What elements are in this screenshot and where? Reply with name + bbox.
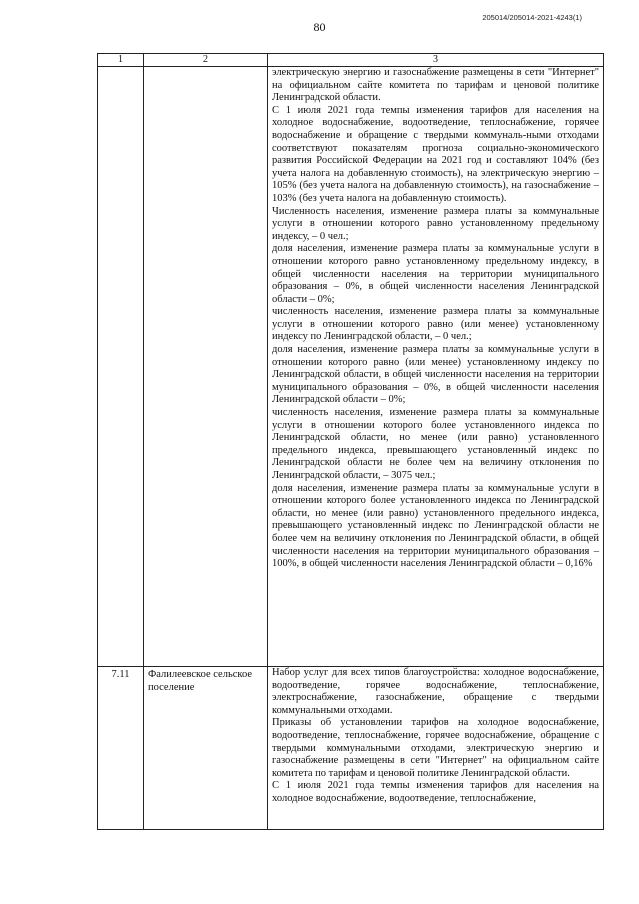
document-id: 205014/205014-2021-4243(1) [482,13,582,22]
table-row [98,67,604,667]
column-header: 2 [144,54,268,67]
paragraph: доля населения, изменение размера платы за коммунальные услуги в отношении которого равно установленному предельному индексу, в общей численности населения на территории муниципального образования – 0%, в общей численности населения Ленинградской области – 0%; [272,243,599,305]
row-number [98,67,144,667]
row-description [268,67,604,667]
column-header: 3 [268,54,604,67]
table-header-row [98,54,604,67]
row-number: 7.11 [98,667,144,830]
page-number: 80 [313,20,326,34]
paragraph: Набор услуг для всех типов благоустройства: холодное водоснабжение, водоотведение, горячее водоснабжение, теплоснабжение, электроснабжение, газоснабжение, обращение с твердыми коммунальными отходами. [272,667,599,716]
paragraph: Численность населения, изменение размера платы за коммунальные услуги в отношении которого равно установленному предельному индексу, – 0 чел.; [272,205,599,242]
paragraph: С 1 июля 2021 года темпы изменения тарифов для населения на холодное водоснабжение, водоотведение, теплоснабжение, [272,780,599,804]
paragraph: доля населения, изменение размера платы за коммунальные услуги в отношении которого равно (или менее) установленному индексу по Ленинградской области, в общей численности населения на территории муниципального образования – 0%, в общей численности населения Ленинградской области – 0%; [272,344,599,406]
paragraph: численность населения, изменение размера платы за коммунальные услуги в отношении которого более установленного индекса по Ленинградской области, но менее (или равно) установленного предельного индекса, превышающего установленный индекс по Ленинградской области не более чем на величину отклонения по Ленинградской области, – 3075 чел.; [272,407,599,481]
paragraph: Приказы об установлении тарифов на холодное водоснабжение, водоотведение, теплоснабжение, горячее водоснабжение, обращение с твердыми коммунальными отходами, электрическую энергию и газоснабжение размещены в сети "Интернет" на официальном сайте комитета по тарифам и ценовой политике Ленинградской области. [272,717,599,779]
paragraph: электрическую энергию и газоснабжение размещены в сети "Интернет" на официальном сайте комитета по тарифам и ценовой политике Ленинградской области. [272,67,599,104]
document-table [97,53,604,830]
paragraph: доля населения, изменение размера платы за коммунальные услуги в отношении которого более установленного индекса по Ленинградской области, но менее (или равно) установленного предельного индекса, превышающего установленный индекс по Ленинградской области не более чем на величину отклонения по Ленинградской области, в общей численности населения на территории муниципального образования – 100%, в общей численности населения Ленинградской области – 0,16% [272,482,599,570]
row-description [268,667,604,830]
column-header: 1 [98,54,144,67]
settlement-name [144,67,268,667]
paragraph: численность населения, изменение размера платы за коммунальные услуги в отношении которого равно (или менее) установленному индексу по Ленинградской области, – 0 чел.; [272,306,599,343]
settlement-name: Фалилеевское сельское поселение [144,667,268,830]
table-row [98,667,604,830]
paragraph: С 1 июля 2021 года темпы изменения тарифов для населения на холодное водоснабжение, водоотведение, теплоснабжение, горячее водоснабжение и обращение с твердыми коммуналь-ными отходами соответствуют показателям прогноза социально-экономического развития Российской Федерации на 2021 год и составляют 104% (без учета налога на добавленную стоимость), на электрическую энергию – 105% (без учета налога на добавленную стоимость), на газоснабжение – 103% (без учета налога на добавленную стоимость). [272,104,599,204]
